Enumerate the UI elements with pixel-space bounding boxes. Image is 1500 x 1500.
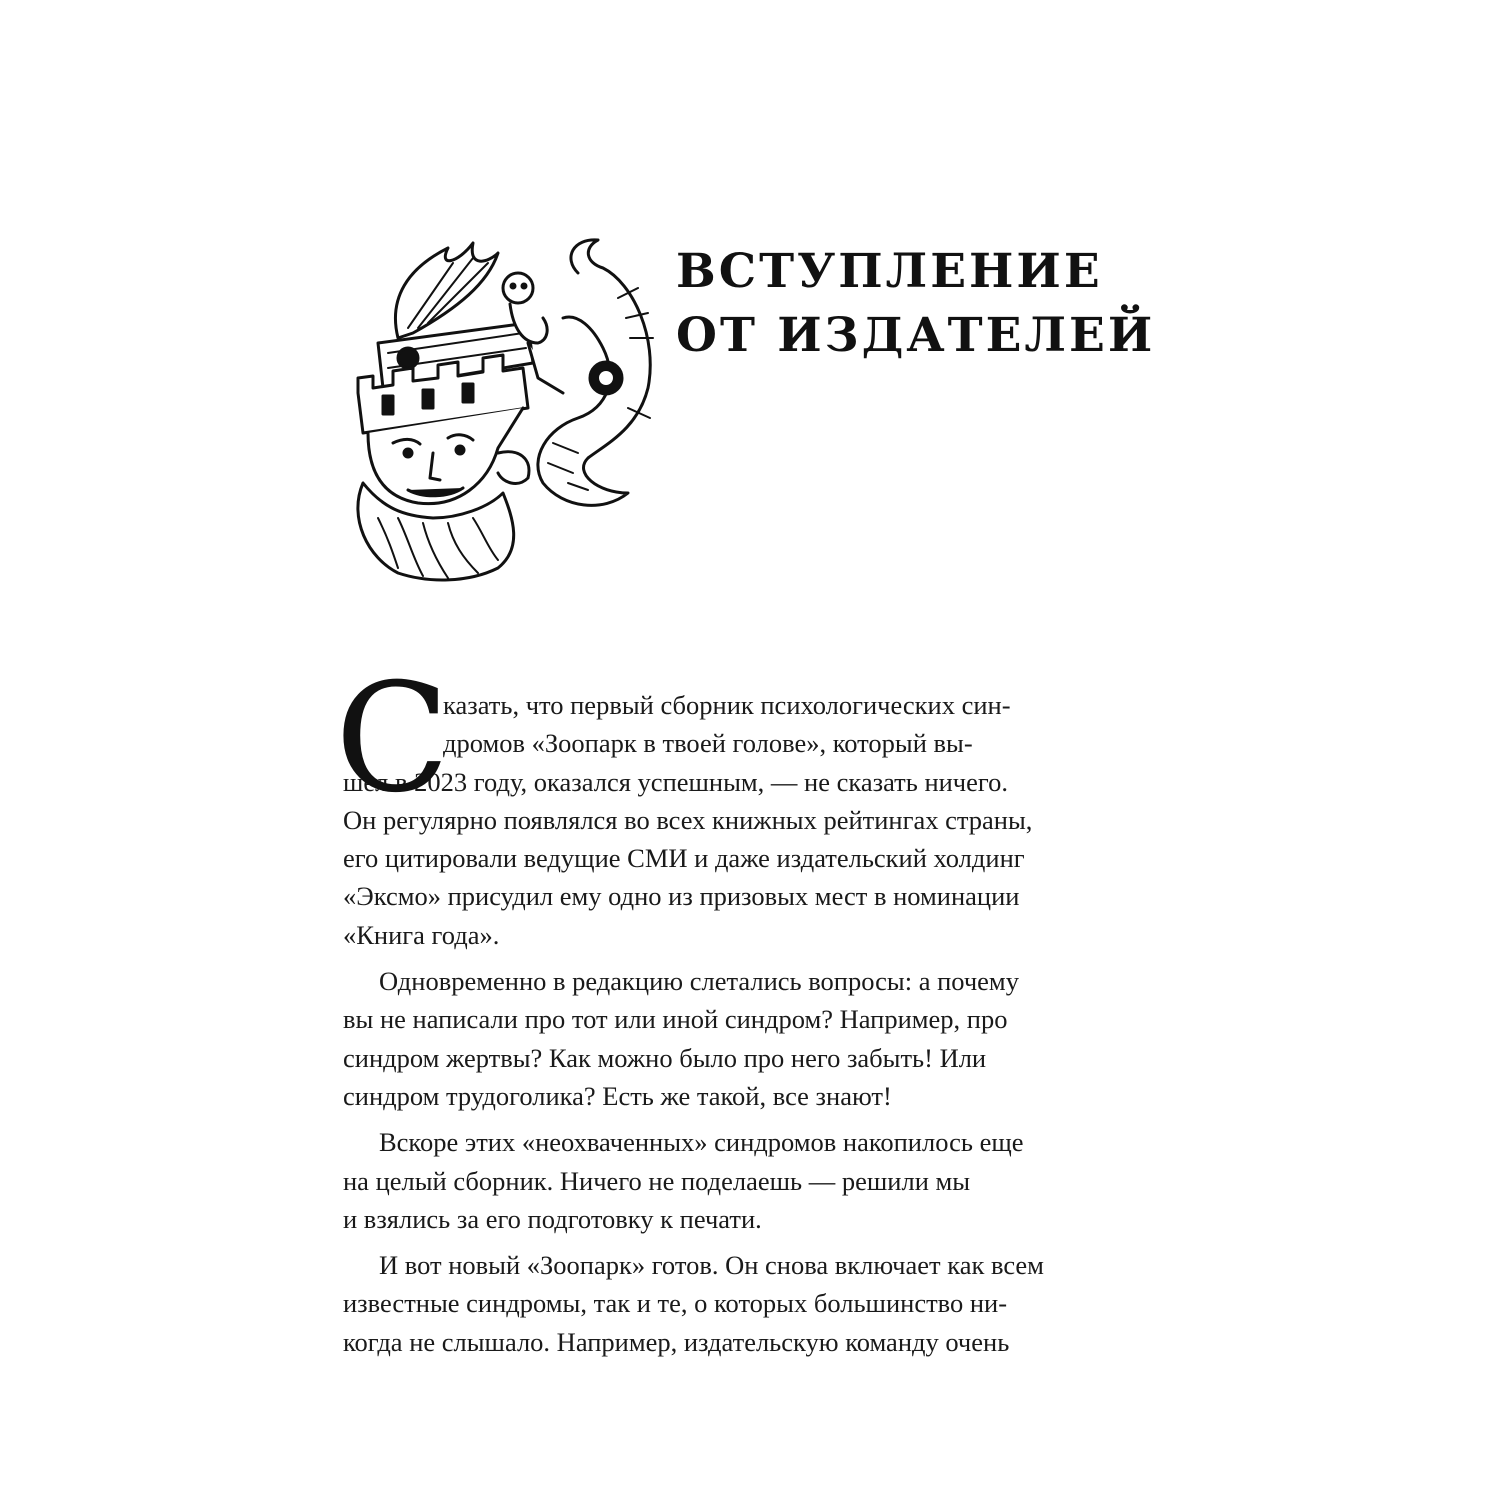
text-line: «Книга года». [343, 919, 500, 950]
heading-line-1: ВСТУПЛЕНИЕ [676, 244, 1103, 299]
text-line: известные синдромы, так и те, о которых большинство ни- [343, 1288, 1008, 1319]
text-line: на целый сборник. Ничего не поделаешь — решили мы [343, 1165, 971, 1196]
text-line: синдром трудоголика? Есть же такой, все знают! [343, 1080, 892, 1111]
text-line: «Эксмо» присудил ему одно из призовых мест в номинации [343, 881, 1020, 912]
chapter-heading [676, 240, 1155, 368]
text-line: Вскоре этих «неохваченных» синдромов накопилось еще [379, 1127, 1024, 1158]
king-serpent-illustration-icon [338, 228, 668, 588]
text-line: И вот новый «Зоопарк» готов. Он снова включает как всем [379, 1250, 1044, 1281]
text-line: вы не написали про тот или иной синдром? Например, про [343, 1004, 1008, 1035]
text-line: синдром жертвы? Как можно было про него забыть! Или [343, 1042, 987, 1073]
text-line: когда не слышало. Например, издательскую команду очень [343, 1326, 1010, 1357]
text-line: Он регулярно появлялся во всех книжных рейтингах страны, [343, 804, 1033, 835]
text-line: дромов «Зоопарк в твоей голове», который вы- [443, 728, 973, 759]
text-line: казать, что первый сборник психологических син- [443, 690, 1011, 720]
intro-text [335, 652, 1081, 1361]
heading-line-2: ОТ ИЗДАТЕЛЕЙ [676, 308, 1156, 363]
text-line: шел в 2023 году, оказался успешным, — не сказать ничего. [343, 766, 1008, 797]
drop-cap: С [335, 652, 450, 826]
text-line: его цитировали ведущие СМИ и даже издательский холдинг [343, 843, 1025, 874]
text-line: Одновременно в редакцию слетались вопросы: а почему [379, 966, 1019, 997]
text-line: и взялись за его подготовку к печати. [343, 1203, 762, 1234]
